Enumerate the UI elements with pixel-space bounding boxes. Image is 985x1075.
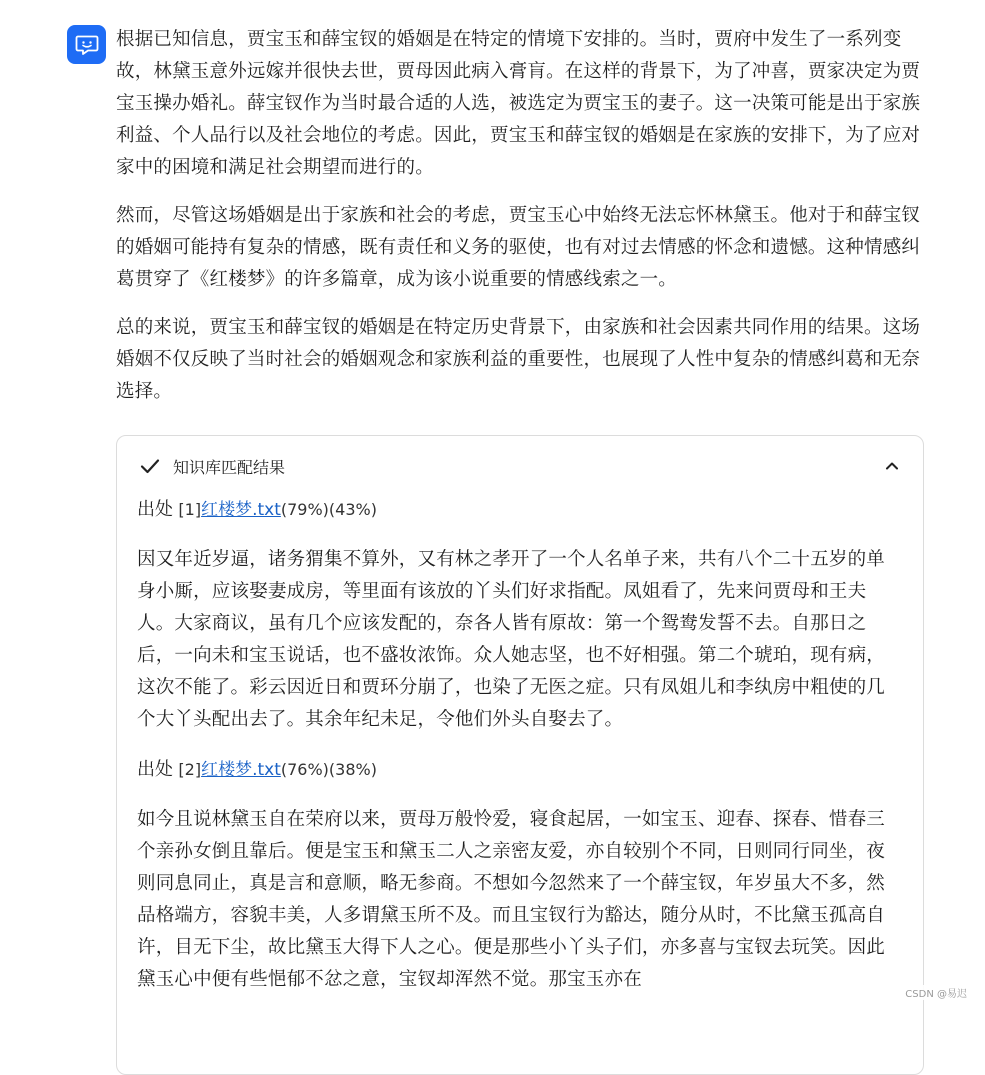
chat-bot-icon xyxy=(75,34,99,56)
source-file-link[interactable]: 红楼梦.txt xyxy=(201,500,281,520)
source-citation xyxy=(137,756,902,784)
answer-paragraph: 根据已知信息，贾宝玉和薛宝钗的婚姻是在特定的情境下安排的。当时，贾府中发生了一系列变故，林黛玉意外远嫁并很快去世，贾母因此病入膏肓。在这样的背景下，为了冲喜，贾家决定为贾宝玉操办婚礼。薛宝钗作为当时最合适的人选，被选定为贾宝玉的妻子。这一决策可能是出于家族利益、个人品行以及社会地位的考虑。因此，贾宝玉和薛宝钗的婚姻是在家族的安排下，为了应对家中的困境和满足社会期望而进行的。 xyxy=(116,29,921,178)
answer-paragraph: 总的来说，贾宝玉和薛宝钗的婚姻是在特定历史背景下，由家族和社会因素共同作用的结果。这场婚姻不仅反映了当时社会的婚姻观念和家族利益的重要性，也展现了人性中复杂的情感纠葛和无奈选择。 xyxy=(116,317,921,402)
source-scores: (79%)(43%) xyxy=(280,500,377,519)
watermark: CSDN @易迟 xyxy=(903,985,969,1000)
kb-results-list xyxy=(137,496,902,1016)
assistant-avatar xyxy=(67,25,106,64)
kb-panel-header[interactable] xyxy=(139,452,901,480)
source-scores: (76%)(38%) xyxy=(280,760,377,779)
source-label: 出处 xyxy=(137,499,173,520)
assistant-answer xyxy=(116,24,926,424)
chevron-up-icon[interactable] xyxy=(883,457,901,475)
source-label: 出处 xyxy=(137,759,173,780)
source-file-link[interactable]: 红楼梦.txt xyxy=(201,760,281,780)
knowledge-base-results-panel xyxy=(116,435,924,1075)
source-citation xyxy=(137,496,902,524)
source-index: [1] xyxy=(178,500,202,519)
source-excerpt: 因又年近岁逼，诸务猬集不算外，又有林之孝开了一个人名单子来，共有八个二十五岁的单身小厮，应该娶妻成房，等里面有该放的丫头们好求指配。凤姐看了，先来问贾母和王夫人。大家商议，虽有几个应该发配的，奈各人皆有原故：第一个鸳鸯发誓不去。自那日之后，一向未和宝玉说话，也不盛妆浓饰。众人她志坚，也不好相强。第二个琥珀，现有病，这次不能了。彩云因近日和贾环分崩了，也染了无医之症。只有凤姐儿和李纨房中粗使的几个大丫头配出去了。其余年纪未足，令他们外头自娶去了。 xyxy=(137,549,886,730)
answer-paragraph: 然而，尽管这场婚姻是出于家族和社会的考虑，贾宝玉心中始终无法忘怀林黛玉。他对于和薛宝钗的婚姻可能持有复杂的情感，既有责任和义务的驱使，也有对过去情感的怀念和遗憾。这种情感纠葛贯穿了《红楼梦》的许多篇章，成为该小说重要的情感线索之一。 xyxy=(116,205,921,290)
kb-panel-title: 知识库匹配结果 xyxy=(173,457,286,477)
check-icon xyxy=(139,455,161,477)
source-excerpt: 如今且说林黛玉自在荣府以来，贾母万般怜爱，寝食起居，一如宝玉、迎春、探春、惜春三个亲孙女倒且靠后。便是宝玉和黛玉二人之亲密友爱，亦自较别个不同，日则同行同坐，夜则同息同止，真是言和意顺，略无参商。不想如今忽然来了一个薛宝钗，年岁虽大不多，然品格端方，容貌丰美，人多谓黛玉所不及。而且宝钗行为豁达，随分从时，不比黛玉孤高自许，目无下尘，故比黛玉大得下人之心。便是那些小丫头子们，亦多喜与宝钗去玩笑。因此黛玉心中便有些悒郁不忿之意，宝钗却浑然不觉。那宝玉亦在 xyxy=(137,809,886,990)
source-index: [2] xyxy=(178,760,202,779)
